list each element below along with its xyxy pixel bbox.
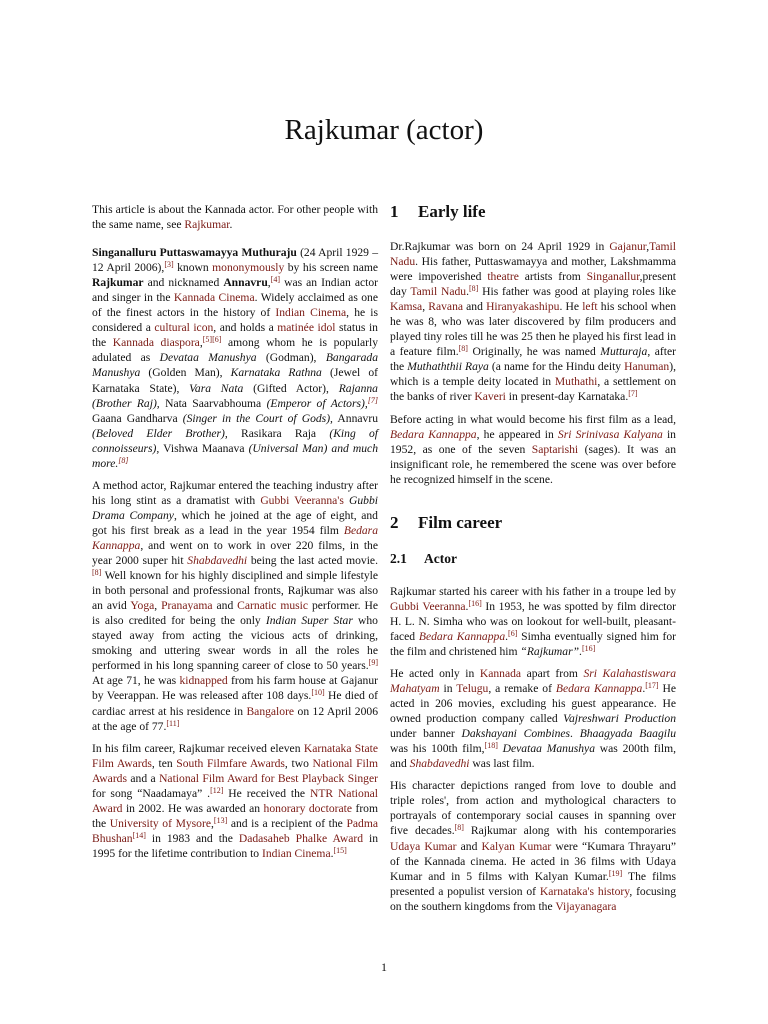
left-column [92, 202, 378, 868]
subsection-heading-actor: 2.1 Actor [390, 550, 457, 566]
page-number: 1 [381, 960, 387, 974]
actor-paragraph-2: He acted only in Kannada apart from Sri Kalahastiswara Mahatyam in Telugu, a remake of Bedara Kannappa.[17] He acted in 206 movies, excluding his guest appearance. He owned production company called Vajreshwari Production under banner Dakshayani Combines. Bhaagyada Baagilu was his 100th film,[18] Devataa Manushya was 200th film, and Shabdavedhi was last film. [390, 666, 677, 771]
lead-paragraph-3: In his film career, Rajkumar received eleven Karnataka State Film Awards, ten South Filmfare Awards, two National Film Awards and a National Film Award for Best Playback Singer for song “Naadamaya” .[12] He received the NTR National Award in 2002. He was awarded an honorary doctorate from the University of Mysore,[13] and is a recipient of the Padma Bhushan[14] in 1983 and the Dadasaheb Phalke Award in 1995 for the lifetime contribution to Indian Cinema.[15] [92, 741, 378, 860]
hatnote: This article is about the Kannada actor. For other people with the same name, see Rajkumar. [92, 203, 378, 232]
section-heading-early-life: 1 Early life [390, 202, 486, 221]
hatnote-link[interactable]: Rajkumar [184, 218, 230, 232]
right-column [390, 202, 676, 921]
early-life-paragraph-1: Dr.Rajkumar was born on 24 April 1929 in Gajanur,Tamil Nadu. His father, Puttaswamayya and mother, Lakshmamma were impoverished theatre artists from Singanallur,present day Tamil Nadu.[8] His father was good at playing roles like Kamsa, Ravana and Hiranyakashipu. He left his school when he was 8, who was later discovered by film producers and played tiny roles till he was 25 then he played his first lead in a feature film.[8] Originally, he was named Mutturaja, after the Muthaththii Raya (a name for the Hindu deity Hanuman), which is a temple deity located in Muthathi, a settlement on the banks of river Kaveri in present-day Karnataka.[7] [390, 240, 677, 404]
actor-paragraph-3: His character depictions ranged from love to double and triple roles', from action and mythological characters to portrayals of contemporary social causes in spanning over five decades.[8] Rajkumar along with his contemporaries Udaya Kumar and Kalyan Kumar were “Kumara Thrayaru” of the Kannada cinema. He acted in 36 films with Udaya Kumar and in 5 films with Kalyan Kumar.[19] The films presented a populist version of Karnataka's history, focusing on the southern kingdoms from the Vijayanagara [390, 779, 676, 913]
actor-paragraph-1: Rajkumar started his career with his father in a troupe led by Gubbi Veeranna.[16] In 1953, he was spotted by film director H. L. N. Simha who was on lookout for well-built, pleasant-faced Bedara Kannappa.[6] Simha eventually signed him for the film and christened him “Rajkumar”.[16] [390, 584, 677, 658]
lead-paragraph-2: A method actor, Rajkumar entered the teaching industry after his long stint as a dramatist with Gubbi Veeranna's Gubbi Drama Company, which he joined at the age of eight, and got his first break as a lead in the year 1954 film Bedara Kannappa, and went on to work in over 220 films, in the year 2000 super hit Shabdavedhi being the last acted movie.[8] Well known for his highly disciplined and simple lifestyle in both personal and professional fronts, Rajkumar was also an avid Yoga, Pranayama and Carnatic music performer. He is also credited for being the only Indian Super Star who stayed away from acting the vicious acts of drinking, smoking and uttering swear words in all the roles he performed in his long spanning career of close to 50 years.[9] At age 71, he was kidnapped from his farm house at Gajanur by Veerappan. He was released after 108 days.[10] He died of cardiac arrest at his residence in Bangalore on 12 April 2006 at the age of 77.[11] [92, 478, 379, 733]
page-title: Rajkumar (actor) [284, 114, 484, 146]
lead-paragraph-1: Singanalluru Puttaswamayya Muthuraju (24 April 1929 – 12 April 2006),[3] known mononymously by his screen name Rajkumar and nicknamed Annavru,[4] was an Indian actor and singer in the Kannada Cinema. Widely acclaimed as one of the finest actors in the history of Indian Cinema, he is considered a cultural icon, and holds a matinée idol status in the Kannada diaspora,[5][6] among whom he is popularly adulated as Devataa Manushya (Godman), Bangarada Manushya (Golden Man), Karnataka Rathna (Jewel of Karnataka State), Vara Nata (Gifted Actor), Rajanna (Brother Raj), Nata Saarvabhouma (Emperor of Actors),[7] Gaana Gandharva (Singer in the Court of Gods), Annavru (Beloved Elder Brother), Rasikara Raja (King of connoisseurs), Vishwa Maanava (Universal Man) and much more.[8] [92, 246, 379, 470]
section-heading-film-career: 2 Film career [390, 512, 503, 532]
early-life-paragraph-2: Before acting in what would become his first film as a lead, Bedara Kannappa, he appeared in Sri Srinivasa Kalyana in 1952, as one of the seven Saptarishi (sages). It was an insignificant role, he remembered the scene was over before he recognized himself in the scene. [390, 412, 676, 486]
